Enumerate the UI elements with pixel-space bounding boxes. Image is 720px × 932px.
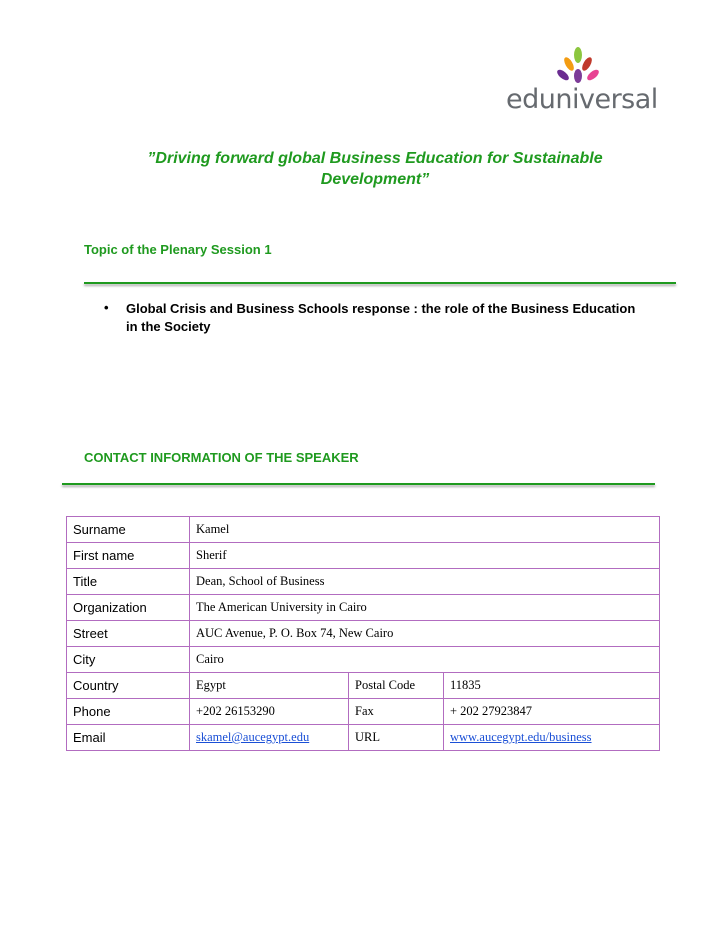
organization-label: Organization — [67, 595, 190, 621]
table-row — [67, 543, 660, 569]
fax-label: Fax — [349, 699, 444, 725]
phone-label: Phone — [67, 699, 190, 725]
fax-value: + 202 27923847 — [444, 699, 660, 725]
firstname-label: First name — [67, 543, 190, 569]
url-cell — [444, 725, 660, 751]
eduniversal-logo — [506, 46, 658, 115]
title-value: Dean, School of Business — [190, 569, 660, 595]
table-row — [67, 517, 660, 543]
table-row — [67, 673, 660, 699]
phone-value: +202 26153290 — [190, 699, 349, 725]
postal-code-label: Postal Code — [349, 673, 444, 699]
table-row — [67, 621, 660, 647]
table-row — [67, 647, 660, 673]
url-label: URL — [349, 725, 444, 751]
plenary-topic-text: Global Crisis and Business Schools response : the role of the Business Education in the Society — [126, 301, 636, 334]
country-value: Egypt — [190, 673, 349, 699]
surname-label: Surname — [67, 517, 190, 543]
contact-table — [66, 516, 660, 751]
country-label: Country — [67, 673, 190, 699]
website-link[interactable]: www.aucegypt.edu/business — [450, 730, 592, 744]
email-cell — [190, 725, 349, 751]
email-label: Email — [67, 725, 190, 751]
city-value: Cairo — [190, 647, 660, 673]
street-value: AUC Avenue, P. O. Box 74, New Cairo — [190, 621, 660, 647]
street-label: Street — [67, 621, 190, 647]
bullet-icon: • — [104, 300, 109, 315]
leaf-icon — [556, 46, 600, 86]
city-label: City — [67, 647, 190, 673]
logo-text: eduniversal — [506, 84, 658, 115]
table-row — [67, 725, 660, 751]
table-row — [67, 595, 660, 621]
firstname-value: Sherif — [190, 543, 660, 569]
plenary-heading: Topic of the Plenary Session 1 — [84, 242, 272, 257]
contact-heading: CONTACT INFORMATION OF THE SPEAKER — [84, 450, 359, 465]
table-row — [67, 699, 660, 725]
postal-code-value: 11835 — [444, 673, 660, 699]
email-link[interactable]: skamel@aucegypt.edu — [196, 730, 310, 744]
page-title: ”Driving forward global Business Education for Sustainable Development” — [147, 150, 603, 188]
surname-value: Kamel — [190, 517, 660, 543]
table-row — [67, 569, 660, 595]
title-label: Title — [67, 569, 190, 595]
plenary-divider — [84, 282, 676, 284]
organization-value: The American University in Cairo — [190, 595, 660, 621]
contact-divider — [62, 483, 655, 485]
